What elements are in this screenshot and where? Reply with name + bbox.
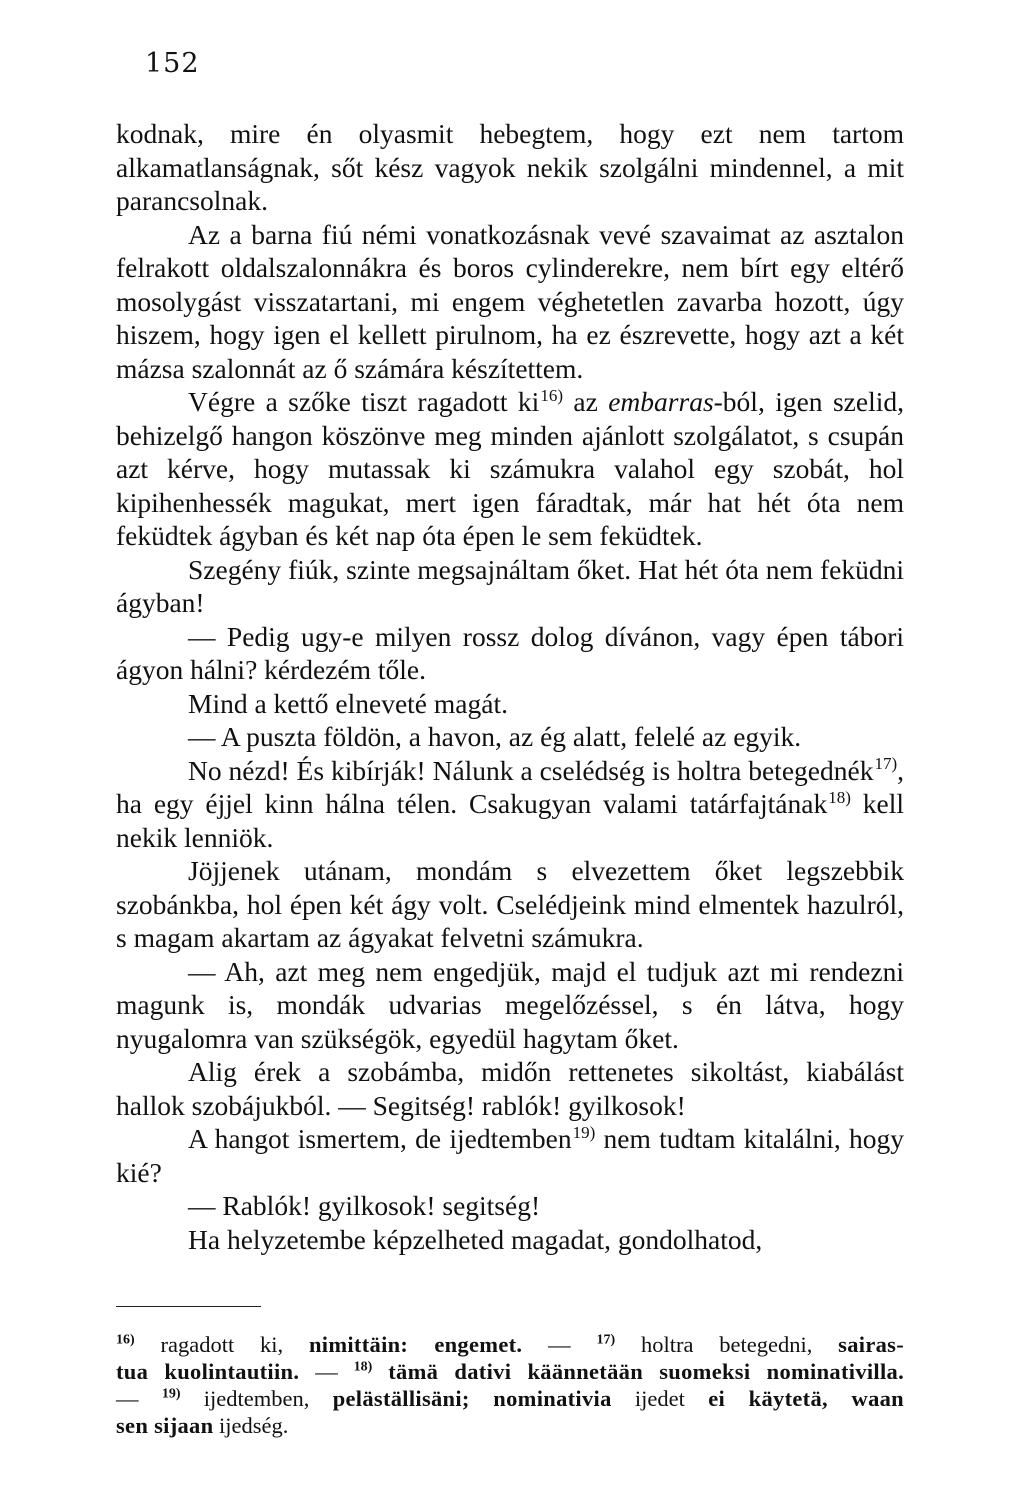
footnote-number: 16): [116, 1332, 135, 1348]
text-run: [372, 1359, 388, 1384]
footnote-line: [116, 1385, 904, 1412]
footnote-line: [116, 1412, 904, 1439]
text-run: kodnak, mire én olyasmit hebegtem, hogy ezt nem tartom alkamatlanságnak, sőt kész vagyok nekik szolgálni mindennel, a mit parancsolnak.: [116, 118, 904, 216]
text-run: ijedet: [611, 1386, 709, 1411]
text-run: — A puszta földön, a havon, az ég alatt, felelé az egyik.: [188, 721, 802, 752]
footnote-number: 18): [353, 1359, 373, 1375]
paragraph: [116, 218, 904, 386]
text-run: Szegény fiúk, szinte megsajnáltam őket. Hat hét óta nem feküdni ágyban!: [116, 553, 904, 618]
text-run: —: [116, 1386, 162, 1411]
text-run: Alig érek a szobámba, midőn rettenetes sikoltást, kiabálást hallok szobájukból. — Segitség! rablók! gyilkosok!: [116, 1056, 904, 1121]
page-number: 152: [145, 48, 200, 79]
text-run: az: [563, 386, 609, 417]
paragraph: [116, 687, 904, 721]
text-run: — Rablók! gyilkosok! segitség!: [188, 1190, 541, 1221]
text-run: — Pedig ugy-e milyen rossz dolog dívánon, vagy épen tábori ágyon hálni? kérdezém tőle.: [116, 620, 904, 685]
paragraph: [116, 117, 904, 218]
footnote-line: [116, 1331, 904, 1358]
footnote-reference: 19): [572, 1122, 596, 1142]
fraktur-text: tua kuolintautiin.: [116, 1359, 300, 1384]
text-run: A hangot ismertem, de ijedtemben: [188, 1123, 572, 1154]
text-run: ragadott ki,: [134, 1332, 309, 1357]
footnote-divider: [116, 1306, 261, 1307]
text-run: Mind a kettő elneveté magát.: [188, 687, 508, 719]
text-run: —: [522, 1332, 597, 1357]
text-run: kell nekik lenniök.: [116, 788, 904, 853]
fraktur-text: peläställisäni; nominativia: [332, 1386, 612, 1411]
fraktur-text: sairas-: [838, 1332, 904, 1357]
fraktur-text: tämä dativi käännetään suomeksi nominativilla.: [388, 1359, 904, 1384]
paragraph: [116, 1122, 904, 1189]
fraktur-text: ei käytetä, waan: [708, 1386, 904, 1411]
body-text: [116, 117, 904, 1256]
text-run: holtra betegedni,: [615, 1332, 839, 1357]
text-run: ijedtemben,: [180, 1386, 333, 1411]
paragraph: [116, 620, 904, 687]
footnote-number: 19): [161, 1386, 181, 1402]
text-run: Jöjjenek utánam, mondám s elvezettem őket legszebbik szobánkba, hol épen két ágy volt. Cselédjeink mind elmentek hazulról, s magam akartam az ágyakat felvetni számukra.: [116, 855, 904, 953]
text-run: nem tudtam kitalálni, hogy kié?: [116, 1123, 905, 1188]
text-run: —: [299, 1359, 354, 1384]
footnote-line: [116, 1358, 904, 1385]
text-run: Ha helyzetembe képzelheted magadat, gondolhatod,: [188, 1223, 763, 1255]
paragraph: [116, 955, 904, 1056]
text-run: Az a barna fiú némi vonatkozásnak vevé szavaimat az asztalon felrakott oldalszalonnákra és boros cylinderekre, nem bírt egy eltérő mosolygást visszatartani, mi engem véghetetlen zavarba hozott, úgy hiszem, hogy igen el kellett pirulnom, ha ez észrevette, hogy azt a két mázsa szalonnát az ő számára készítettem.: [116, 218, 904, 384]
text-run: No nézd! És kibírják! Nálunk a cselédség is holtra betegednék: [188, 754, 874, 786]
text-run: -ból, igen szelid, behizelgő hangon köszönve meg minden ajánlott szolgálatot, s csupán azt kérve, hogy mutassak ki számukra valahol egy szobát, hol kipihenhessék magukat, mert igen fáradtak, már hat hét óta nem feküdtek ágyban és két nap óta épen le sem feküdtek.: [116, 386, 904, 551]
footnote-number: 17): [596, 1332, 616, 1348]
text-run: ijedség.: [213, 1413, 289, 1438]
fraktur-text: sen sijaan: [116, 1413, 214, 1438]
footnote-reference: 17): [874, 754, 898, 774]
footnote-reference: 18): [828, 787, 851, 807]
text-run: Végre a szőke tiszt ragadott ki: [188, 386, 540, 417]
text-run: — Ah, azt meg nem engedjük, majd el tudjuk azt mi rendezni magunk is, mondák udvarias megelőzéssel, s én látva, hogy nyugalomra van szükségök, egyedül hagytam őket.: [116, 955, 904, 1054]
paragraph: [116, 385, 904, 553]
paragraph: [116, 720, 904, 754]
footnotes: [116, 1331, 904, 1439]
paragraph: [116, 1055, 904, 1122]
paragraph: [116, 553, 904, 620]
text-run: , ha egy éjjel kinn hálna télen. Csakugyan valami tatárfajtának: [116, 754, 904, 819]
paragraph: [116, 754, 904, 855]
fraktur-text: nimittäin: engemet.: [308, 1332, 523, 1357]
footnote-reference: 16): [540, 385, 563, 405]
emphasized-text: embarras: [608, 386, 714, 417]
paragraph: [116, 854, 904, 955]
paragraph: [116, 1189, 904, 1223]
paragraph: [116, 1223, 904, 1257]
